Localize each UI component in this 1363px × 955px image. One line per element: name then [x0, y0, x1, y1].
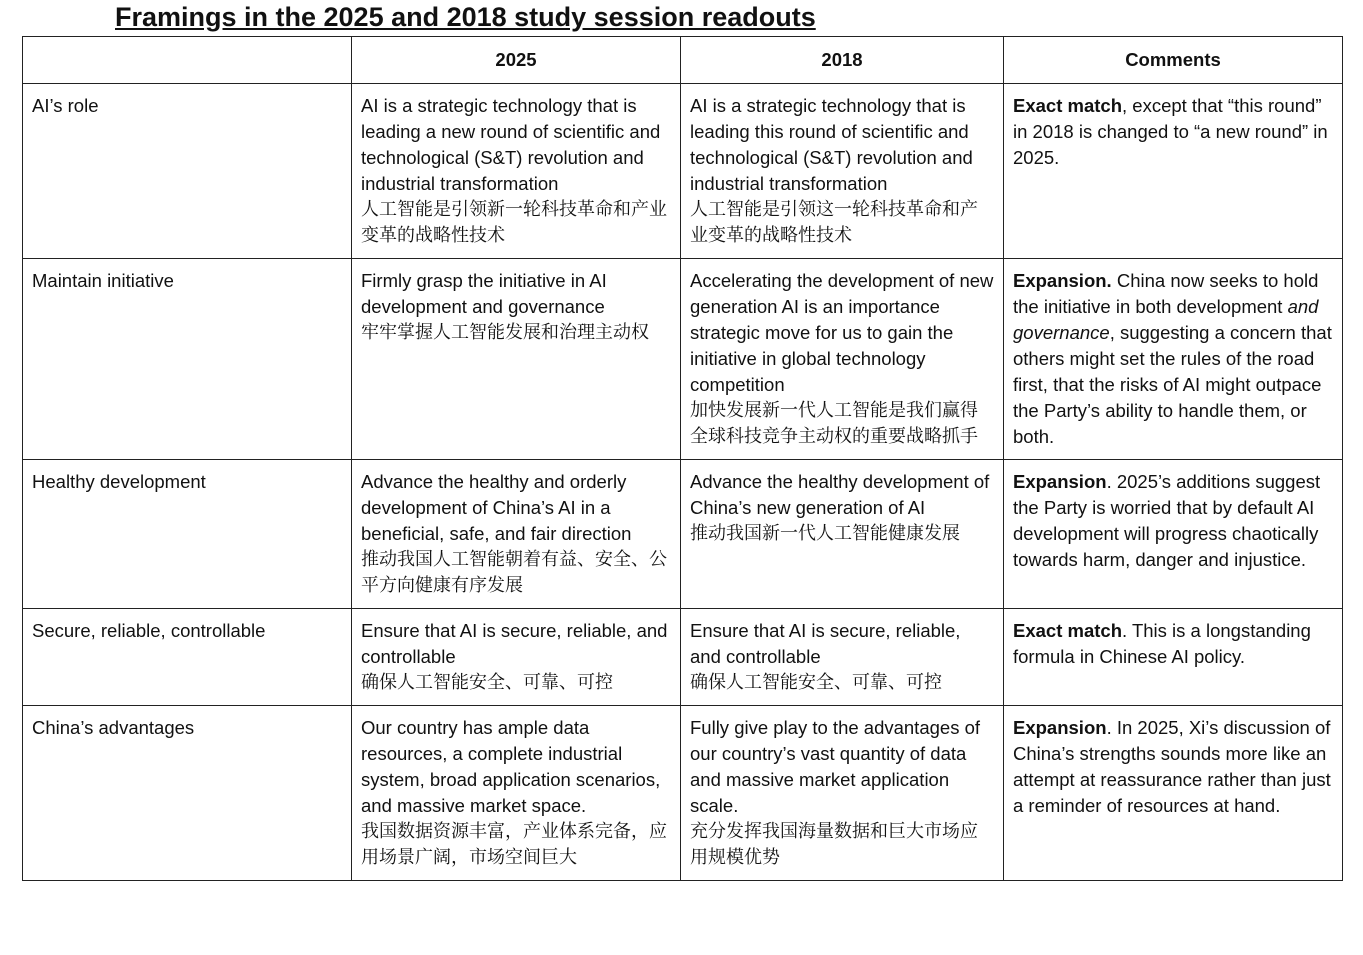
cell-2025: [352, 259, 681, 460]
cell-2018: [681, 259, 1004, 460]
comment-lead: Exact match: [1013, 95, 1122, 116]
cell-2018: [681, 609, 1004, 706]
text-cn: 确保人工智能安全、可靠、可控: [690, 672, 942, 693]
topic-cell: [23, 259, 352, 460]
cell-2025: [352, 460, 681, 609]
comment-lead: Expansion: [1013, 717, 1107, 738]
topic-label: China’s advantages: [32, 717, 195, 738]
comment-cell: [1004, 706, 1343, 881]
text-en: Ensure that AI is secure, reliable, and controllable: [690, 620, 961, 667]
cell-2025: [352, 706, 681, 881]
header-topic: [23, 37, 352, 84]
cell-2018: [681, 84, 1004, 259]
text-en: Accelerating the development of new generation AI is an importance strategic move for us to gain the initiative in global technology competition: [690, 270, 994, 395]
table-header-row: [23, 37, 1343, 84]
comment-text: . This is a longstanding formula in Chinese AI policy.: [1013, 620, 1311, 667]
text-en: Advance the healthy development of China’s new generation of AI: [690, 471, 990, 518]
table-row: [23, 259, 1343, 460]
table-row: [23, 84, 1343, 259]
topic-cell: [23, 460, 352, 609]
comment-text: . In 2025, Xi’s discussion of China’s strengths sounds more like an attempt at reassurance rather than just a reminder of resources at hand.: [1013, 717, 1331, 816]
text-en: Firmly grasp the initiative in AI development and governance: [361, 270, 607, 317]
cell-2025: [352, 609, 681, 706]
text-cn: 推动我国新一代人工智能健康发展: [690, 523, 960, 544]
comment-text: . 2025’s additions suggest the Party is worried that by default AI development will progress chaotically towards harm, danger and injustice.: [1013, 471, 1321, 570]
comment-cell: [1004, 84, 1343, 259]
table-row: [23, 460, 1343, 609]
table-row: [23, 609, 1343, 706]
topic-label: Maintain initiative: [32, 270, 174, 291]
comment-cell: [1004, 259, 1343, 460]
text-en: AI is a strategic technology that is leading this round of scientific and technological (S&T) revolution and industrial transformation: [690, 95, 973, 194]
header-comments: Comments: [1004, 37, 1343, 84]
comment-lead: Expansion: [1013, 471, 1107, 492]
topic-cell: [23, 609, 352, 706]
comment-cell: [1004, 609, 1343, 706]
text-en: Our country has ample data resources, a complete industrial system, broad application scenarios, and massive market space.: [361, 717, 661, 816]
text-cn: 人工智能是引领这一轮科技革命和产业变革的战略性技术: [690, 199, 978, 246]
topic-label: Secure, reliable, controllable: [32, 620, 266, 641]
header-2025: 2025: [352, 37, 681, 84]
text-cn: 我国数据资源丰富，产业体系完备，应用场景广阔，市场空间巨大: [361, 821, 667, 868]
topic-label: AI’s role: [32, 95, 99, 116]
comment-emphasis: and governance: [1013, 296, 1319, 343]
framings-table: [22, 36, 1343, 881]
table-row: [23, 706, 1343, 881]
header-2018: 2018: [681, 37, 1004, 84]
text-en: AI is a strategic technology that is leading a new round of scientific and technological (S&T) revolution and industrial transformation: [361, 95, 661, 194]
cell-2018: [681, 460, 1004, 609]
comment-lead: Expansion.: [1013, 270, 1112, 291]
text-cn: 人工智能是引领新一轮科技革命和产业变革的战略性技术: [361, 199, 667, 246]
text-cn: 确保人工智能安全、可靠、可控: [361, 672, 613, 693]
comment-cell: [1004, 460, 1343, 609]
cell-2025: [352, 84, 681, 259]
comment-lead: Exact match: [1013, 620, 1122, 641]
topic-cell: [23, 84, 352, 259]
text-cn: 推动我国人工智能朝着有益、安全、公平方向健康有序发展: [361, 549, 667, 596]
text-cn: 加快发展新一代人工智能是我们赢得全球科技竞争主动权的重要战略抓手: [690, 400, 978, 447]
comment-text: China now seeks to hold the initiative in both development: [1013, 270, 1319, 317]
document-title: Framings in the 2025 and 2018 study session readouts: [115, 2, 816, 32]
text-cn: 牢牢掌握人工智能发展和治理主动权: [361, 322, 649, 343]
cell-2018: [681, 706, 1004, 881]
text-cn: 充分发挥我国海量数据和巨大市场应用规模优势: [690, 821, 978, 868]
topic-label: Healthy development: [32, 471, 206, 492]
comment-text: , except that “this round” in 2018 is changed to “a new round” in 2025.: [1013, 95, 1328, 168]
text-en: Ensure that AI is secure, reliable, and controllable: [361, 620, 668, 667]
text-en: Advance the healthy and orderly development of China’s AI in a beneficial, safe, and fair direction: [361, 471, 632, 544]
topic-cell: [23, 706, 352, 881]
text-en: Fully give play to the advantages of our country’s vast quantity of data and massive market application scale.: [690, 717, 981, 816]
comment-text: , suggesting a concern that others might set the rules of the road first, that the risks of AI might outpace the Party’s ability to handle them, or both.: [1013, 322, 1332, 447]
